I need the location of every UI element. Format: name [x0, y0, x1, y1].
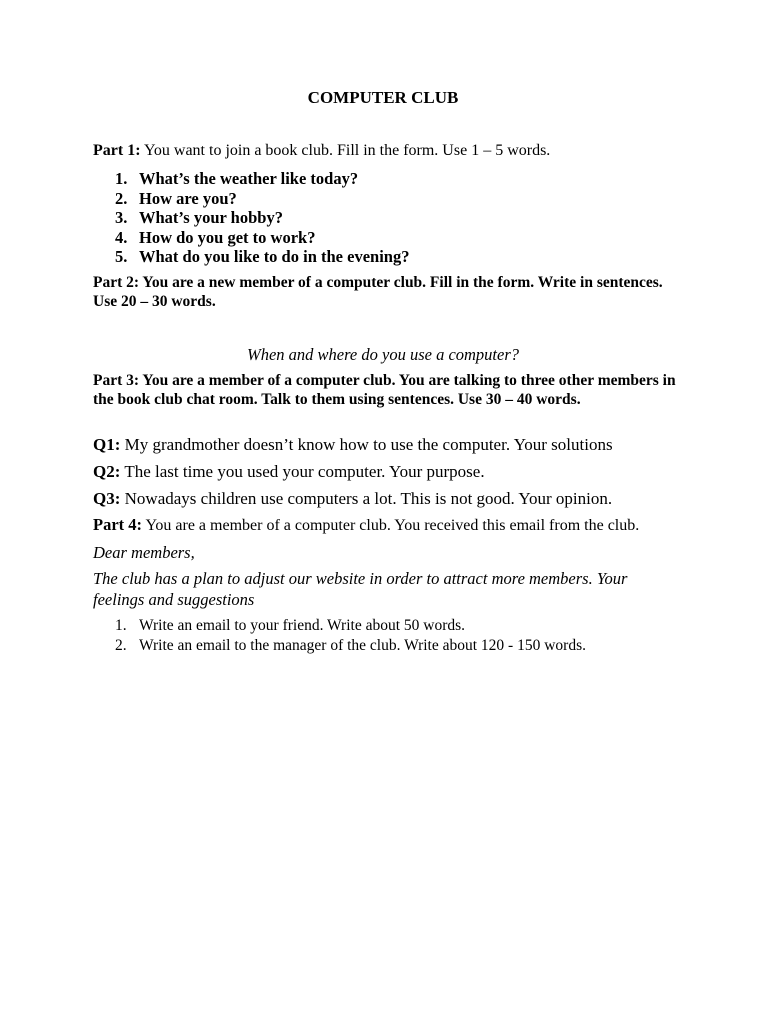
- part4-text: You are a member of a computer club. You received this email from the club.: [142, 517, 640, 534]
- list-item: [93, 228, 409, 248]
- list-number: 1.: [115, 169, 128, 188]
- list-number: 2.: [115, 188, 128, 208]
- list-number: 5.: [115, 247, 128, 266]
- email-greeting: Dear members,: [93, 543, 195, 562]
- question-text: What do you like to do in the evening?: [139, 247, 410, 266]
- part3-label: Part 3:: [93, 372, 140, 389]
- part3-question-2: [93, 462, 485, 482]
- part2-instruction: [93, 273, 673, 311]
- part3-question-1: [93, 435, 613, 455]
- list-number: 3.: [115, 208, 128, 227]
- email-body: The club has a plan to adjust our website in order to attract more members. Your feelings and suggestions: [93, 569, 628, 609]
- task-text: Write an email to your friend. Write about 50 words.: [139, 617, 466, 634]
- part2-question: When and where do you use a computer?: [246, 345, 520, 364]
- part1-text: You want to join a book club. Fill in the form. Use 1 – 5 words.: [140, 142, 551, 159]
- part4-task-list: [93, 616, 586, 655]
- task-text: Write an email to the manager of the club. Write about 120 - 150 words.: [139, 636, 586, 654]
- part1-instruction: [93, 142, 550, 160]
- list-item: [93, 616, 586, 636]
- part3-question-3: [93, 489, 612, 509]
- list-number: 1.: [115, 617, 127, 634]
- part3-instruction: [93, 372, 678, 409]
- question-label: Q1:: [93, 435, 121, 454]
- part2-label: Part 2:: [93, 274, 140, 291]
- part4-instruction: [93, 515, 639, 535]
- part2-text: You are a new member of a computer club. Fill in the form. Write in sentences. Use 20 – 30 words.: [93, 274, 663, 310]
- list-number: 2.: [115, 636, 127, 654]
- question-text: Nowadays children use computers a lot. This is not good. Your opinion.: [120, 489, 613, 508]
- part1-label: Part 1:: [93, 142, 141, 159]
- list-number: 4.: [115, 227, 128, 247]
- question-text: How are you?: [139, 188, 237, 208]
- question-text: The last time you used your computer. Your purpose.: [120, 462, 485, 481]
- question-text: What’s the weather like today?: [139, 169, 359, 188]
- list-item: [93, 636, 586, 656]
- document-title: COMPUTER CLUB: [307, 88, 459, 107]
- part4-label: Part 4:: [93, 515, 143, 534]
- part3-text: You are a member of a computer club. You are talking to three other members in the book club chat room. Talk to them using sentences. Use 30 – 40 words.: [93, 372, 676, 408]
- list-item: [93, 169, 409, 189]
- list-item: [93, 247, 409, 267]
- question-label: Q3:: [93, 489, 121, 508]
- part1-question-list: [93, 169, 409, 267]
- list-item: [93, 208, 409, 228]
- question-label: Q2:: [93, 462, 121, 481]
- list-item: [93, 189, 409, 209]
- question-text: What’s your hobby?: [139, 208, 283, 227]
- question-text: My grandmother doesn’t know how to use the computer. Your solutions: [120, 435, 613, 454]
- question-text: How do you get to work?: [139, 227, 316, 247]
